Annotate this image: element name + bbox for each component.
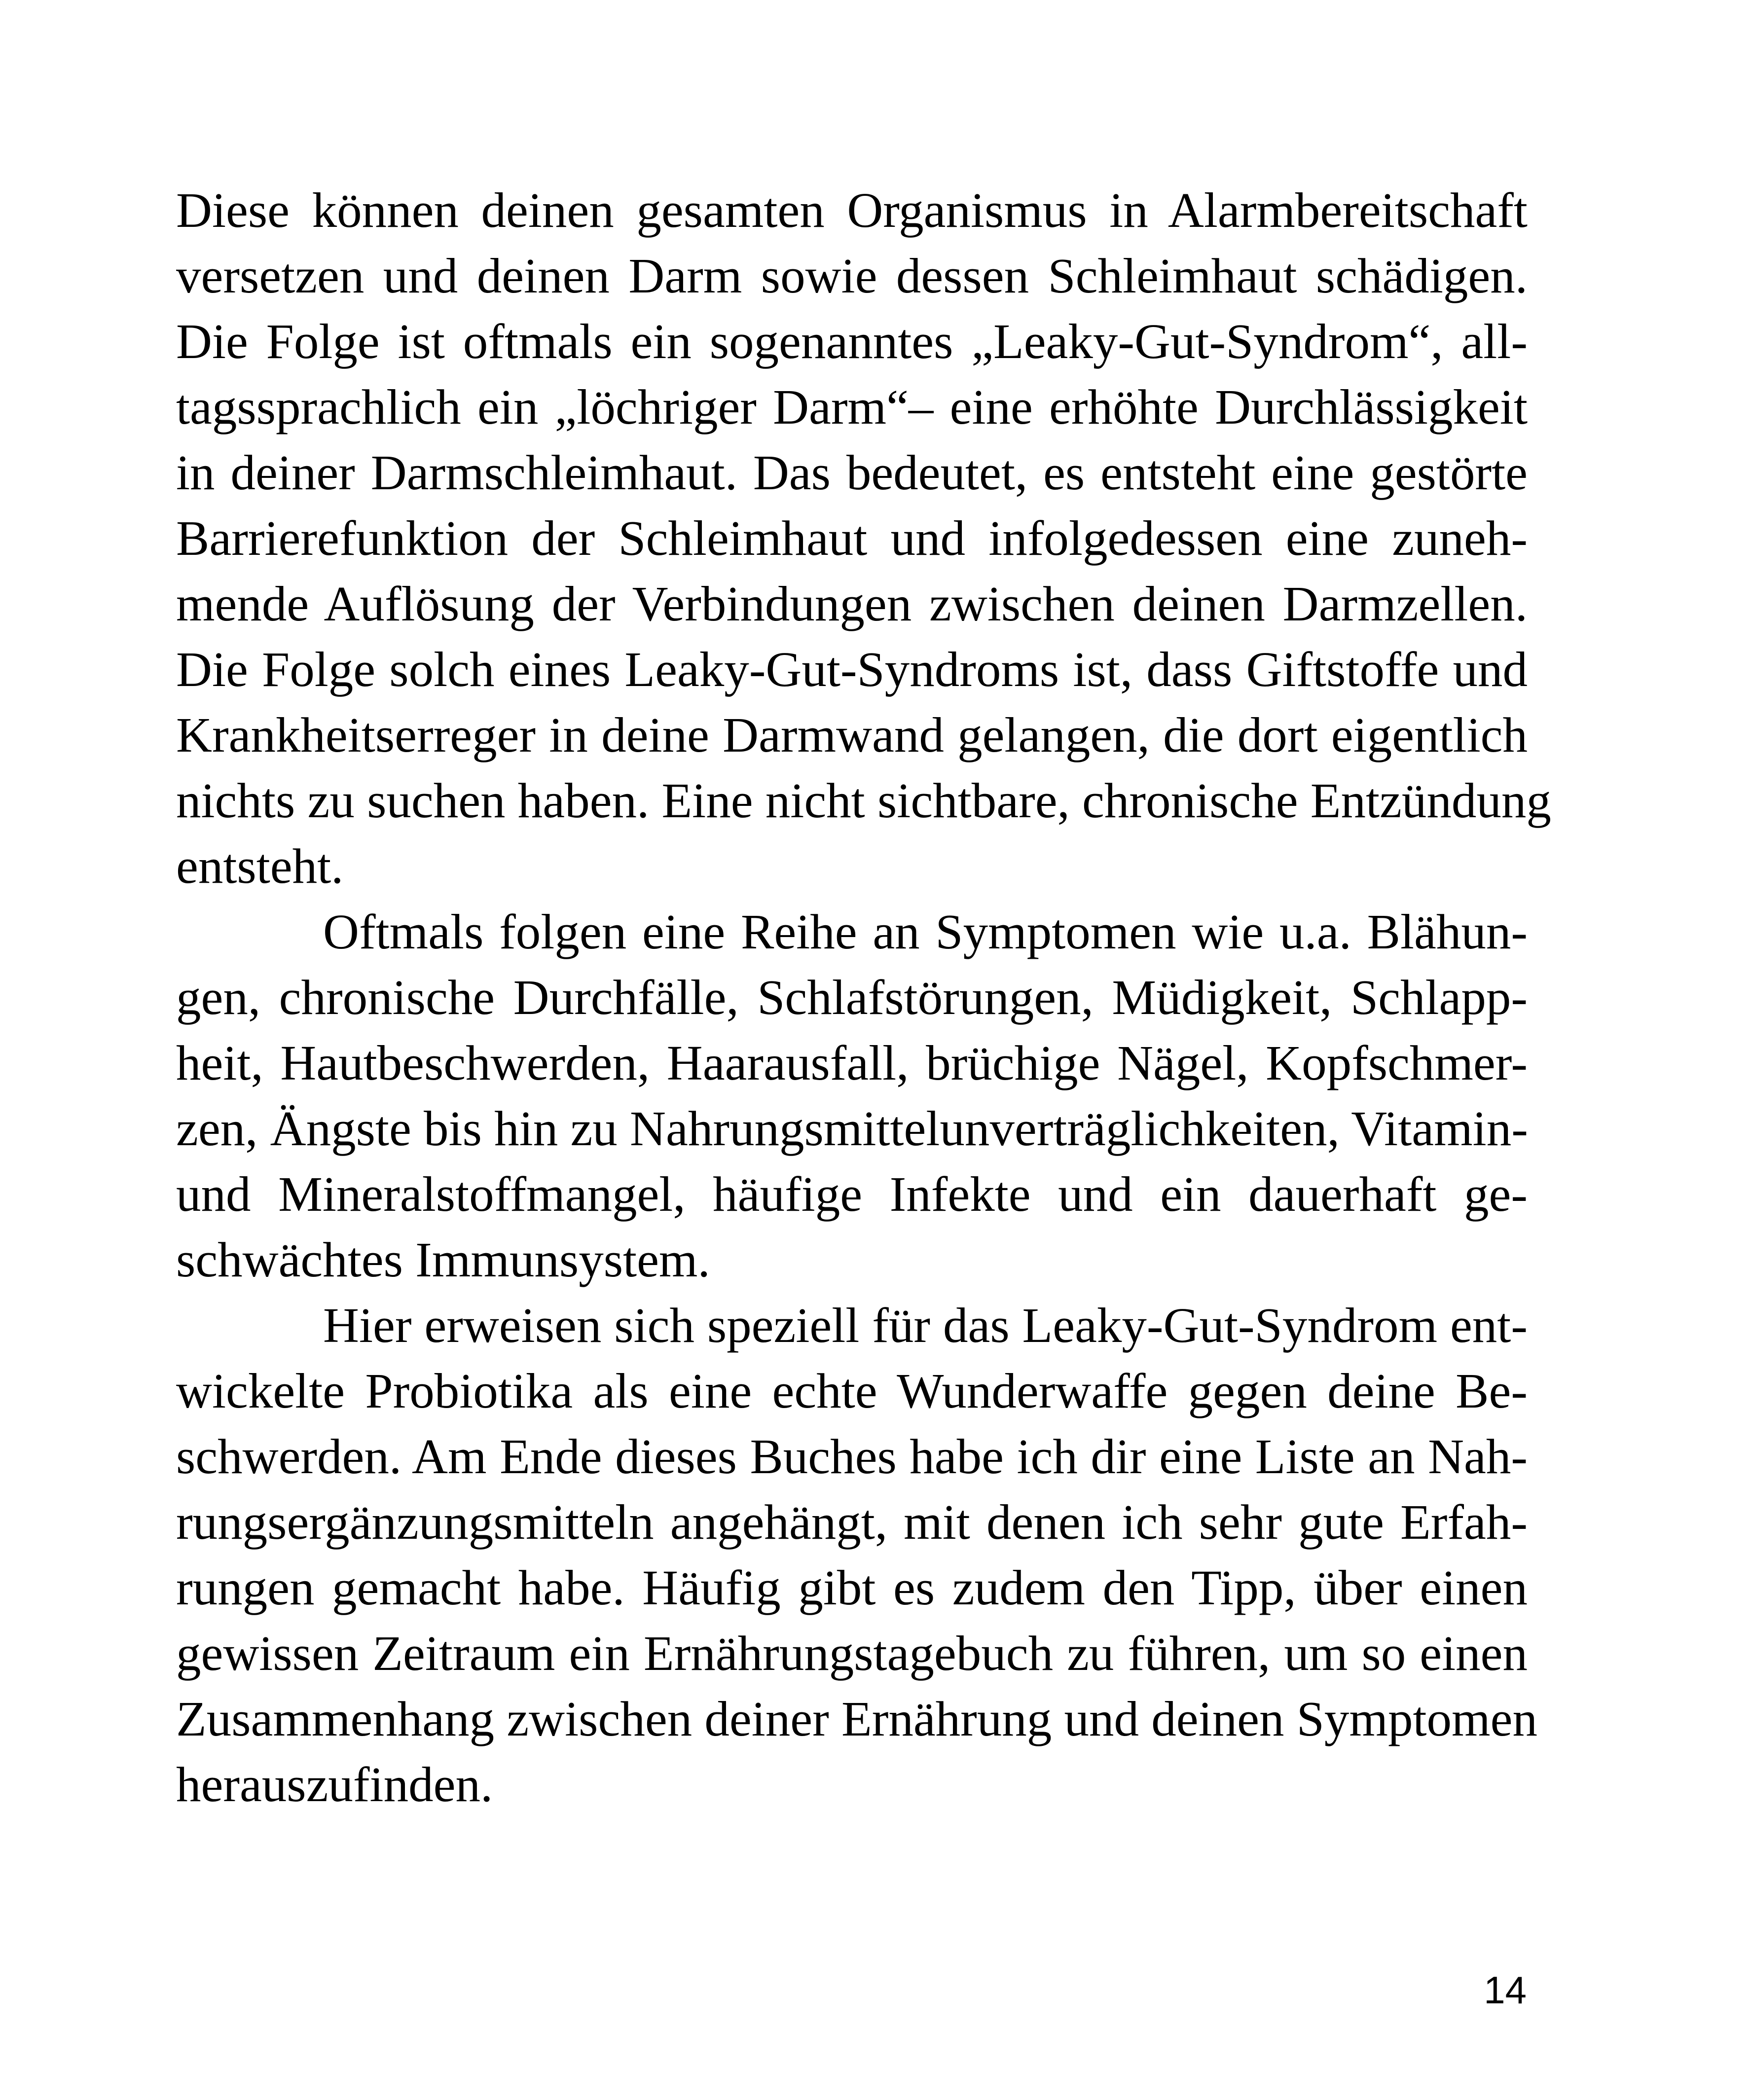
body-text [176, 178, 1551, 1817]
text-line: schwächtes Immunsystem. [176, 1232, 710, 1287]
text-line: schwerden. Am Ende dieses Buches habe ich dir eine Liste an Nah- [176, 1429, 1528, 1484]
text-line: rungen gemacht habe. Häufig gibt es zudem den Tipp, über einen [176, 1560, 1528, 1615]
text-line: versetzen und deinen Darm sowie dessen Schleimhaut schädigen. [176, 248, 1528, 303]
paragraph-1 [176, 178, 1551, 899]
text-line: Barrierefunktion der Schleimhaut und infolgedessen eine zuneh- [176, 510, 1528, 566]
text-line: heit, Hautbeschwerden, Haarausfall, brüchige Nägel, Kopfschmer- [176, 1035, 1528, 1090]
text-line: Oftmals folgen eine Reihe an Symptomen wie u.a. Blähun- [323, 904, 1528, 959]
text-line: Hier erweisen sich speziell für das Leaky-Gut-Syndrom ent- [323, 1298, 1528, 1353]
paragraph-2 [176, 899, 1528, 1293]
text-line: herauszufinden. [176, 1757, 493, 1812]
text-line: gewissen Zeitraum ein Ernährungstagebuch zu führen, um so einen [176, 1626, 1528, 1681]
text-line: in deiner Darmschleimhaut. Das bedeutet, es entsteht eine gestörte [176, 445, 1528, 500]
paragraph-3 [176, 1293, 1537, 1817]
text-line: gen, chronische Durchfälle, Schlafstörungen, Müdigkeit, Schlapp- [176, 970, 1528, 1025]
text-line: Zusammenhang zwischen deiner Ernährung und deinen Symptomen [176, 1691, 1537, 1746]
text-line: nichts zu suchen haben. Eine nicht sichtbare, chronische Entzündung [176, 773, 1551, 828]
text-line: zen, Ängste bis hin zu Nahrungsmittelunverträglichkeiten, Vitamin- [176, 1101, 1528, 1156]
text-line: Krankheitserreger in deine Darmwand gelangen, die dort eigentlich [176, 707, 1528, 762]
text-line: tagssprachlich ein „löchriger Darm“– eine erhöhte Durchlässigkeit [176, 379, 1528, 434]
text-line: Die Folge ist oftmals ein sogenanntes „Leaky-Gut-Syndrom“, all- [176, 314, 1528, 369]
text-line: Die Folge solch eines Leaky-Gut-Syndroms ist, dass Giftstoffe und [176, 642, 1528, 697]
page-number: 14 [1484, 1968, 1527, 2012]
text-line: und Mineralstoffmangel, häufige Infekte und ein dauerhaft ge- [176, 1166, 1528, 1222]
text-line: mende Auflösung der Verbindungen zwischen deinen Darmzellen. [176, 576, 1528, 631]
text-line: rungsergänzungsmitteln angehängt, mit denen ich sehr gute Erfah- [176, 1494, 1528, 1550]
text-line: wickelte Probiotika als eine echte Wunderwaffe gegen deine Be- [176, 1363, 1528, 1418]
text-line: Diese können deinen gesamten Organismus in Alarmbereitschaft [176, 182, 1528, 238]
text-line: entsteht. [176, 838, 344, 894]
